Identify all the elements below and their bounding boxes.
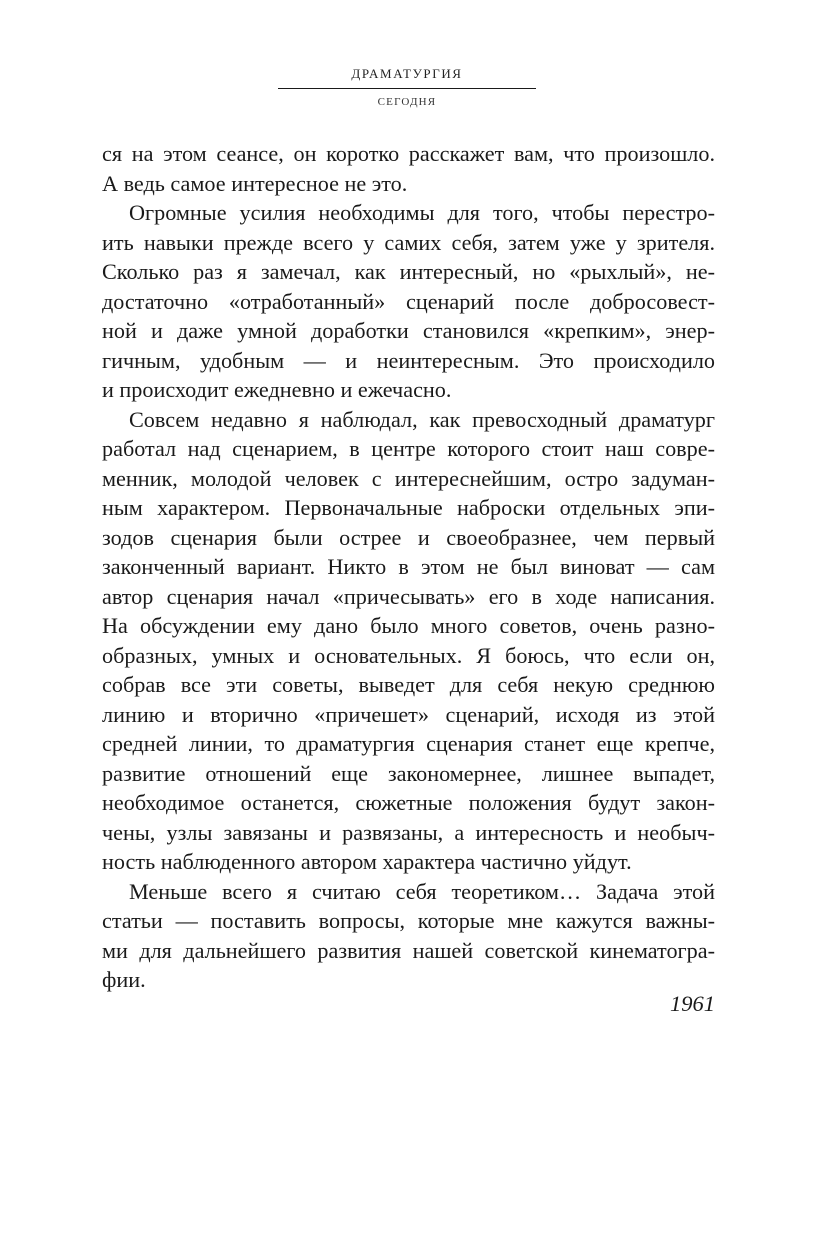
text-line: статьи — поставить вопросы, которые мне кажутся важны- — [102, 908, 715, 933]
paragraph-4 — [102, 877, 715, 995]
text-line: чены, узлы завязаны и развязаны, а интересность и необыч- — [102, 819, 715, 845]
text-line: Огромные усилия необходимы для того, чтобы перестро- — [129, 200, 715, 225]
text-line: линию и вторично «причешет» сценарий, исходя из этой — [102, 701, 715, 727]
date-signature: 1961 — [670, 991, 715, 1016]
text-line: ся на этом сеансе, он коротко расскажет вам, что произошло. — [102, 141, 715, 166]
text-line: На обсуждении ему дано было много советов, очень разно- — [102, 613, 715, 638]
text-line: зодов сценария были острее и своеобразнее, чем первый — [102, 524, 715, 550]
running-head-section-title: ДРАМАТУРГИЯ — [351, 66, 463, 81]
paragraph-1 — [102, 139, 715, 198]
paragraph-2 — [102, 198, 715, 405]
text-line: работал над сценарием, в центре которого стоит наш совре- — [102, 436, 715, 461]
text-line: необходимое останется, сюжетные положения будут закон- — [102, 790, 715, 815]
text-line: ми для дальнейшего развития нашей советской кинематогра- — [102, 937, 715, 963]
text-line: Совсем недавно я наблюдал, как превосходный драматург — [129, 406, 715, 432]
text-line: автор сценария начал «причесывать» его в ходе написания. — [102, 583, 715, 609]
text-line: ить навыки прежде всего у самих себя, затем уже у зрителя. — [102, 229, 715, 255]
text-line: ность наблюденного автором характера частично уйдут. — [102, 849, 632, 874]
text-line: фии. — [102, 967, 146, 992]
text-line: менник, молодой человек с интереснейшим, остро задуман- — [102, 465, 715, 491]
text-line: развитие отношений еще закономернее, лишнее выпадет, — [102, 760, 715, 786]
text-line: ной и даже умной доработки становился «крепким», энер- — [102, 318, 715, 343]
text-line: Меньше всего я считаю себя теоретиком… Задача этой — [129, 878, 715, 904]
text-line: Сколько раз я замечал, как интересный, но «рыхлый», не- — [102, 259, 715, 284]
text-line: собрав все эти советы, выведет для себя некую среднюю — [102, 672, 715, 697]
running-head-divider — [278, 88, 536, 89]
body-text — [102, 139, 715, 995]
text-line: ным характером. Первоначальные наброски отдельных эпи- — [102, 495, 715, 520]
text-line: и происходит ежедневно и ежечасно. — [102, 377, 452, 402]
text-line: А ведь самое интересное не это. — [102, 170, 408, 196]
text-line: законченный вариант. Никто в этом не был виноват — сам — [102, 554, 715, 579]
text-line: гичным, удобным — и неинтересным. Это происходило — [102, 347, 715, 373]
text-line: достаточно «отработанный» сценарий после добросовест- — [102, 288, 715, 314]
paragraph-3 — [102, 405, 715, 877]
text-line: образных, умных и основательных. Я боюсь, что если он, — [102, 642, 715, 668]
running-head — [278, 66, 536, 109]
text-line: средней линии, то драматургия сценария станет еще крепче, — [102, 731, 715, 756]
running-head-chapter-title: СЕГОДНЯ — [377, 96, 437, 108]
